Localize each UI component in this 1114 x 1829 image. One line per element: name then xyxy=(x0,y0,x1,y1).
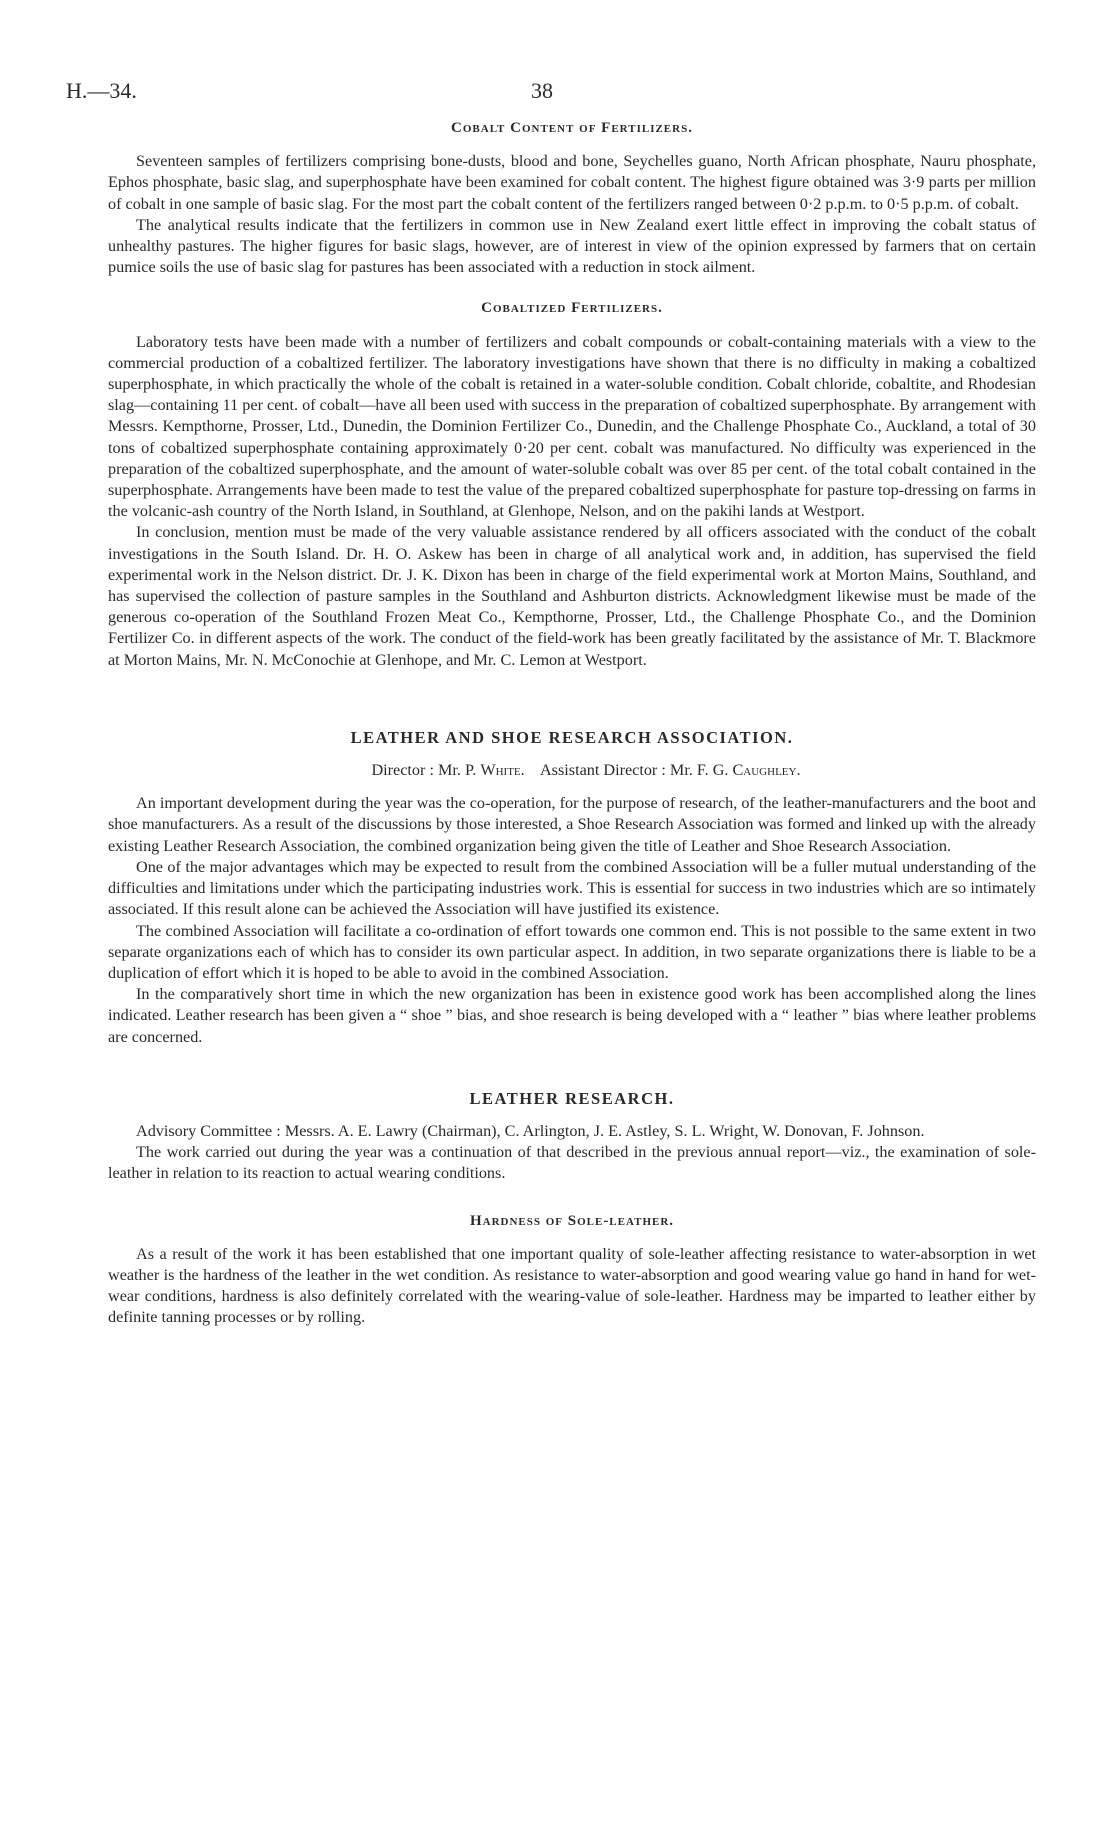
section-leather-and-shoe-research xyxy=(108,727,1036,1048)
paragraph: Seventeen samples of fertilizers comprising bone-dusts, blood and bone, Seychelles guano, North African phosphate, Nauru phosphate, Ephos phosphate, basic slag, and superphosphate have been examined for cobalt content. The highest figure obtained was 3·9 parts per million of cobalt in one sample of basic slag. For the most part the cobalt content of the fertilizers ranged between 0·2 p.p.m. to 0·5 p.p.m. of cobalt. xyxy=(108,152,1036,213)
director-surname: White xyxy=(480,761,521,780)
paragraph: The combined Association will facilitate a co-ordination of effort towards one common end. This is not possible to the same extent in two separate organizations each of which has to consider its own particular aspect. In addition, in two separate organizations there is liable to be a duplication of effort which it is hoped to be able to avoid in the combined Association. xyxy=(108,921,1036,982)
paragraph: One of the major advantages which may be expected to result from the combined Association will be a fuller mutual understanding of the difficulties and limitations under which the participating industries work. This is essential for success in two industries which are so intimately associated. If this result alone can be achieved the Association will have justified its existence. xyxy=(108,857,1036,919)
section-heading: LEATHER RESEARCH. xyxy=(469,1088,675,1108)
section-leather-research xyxy=(108,1088,1036,1185)
section-cobaltized-fertilizers xyxy=(108,298,1036,670)
section-hardness-of-sole-leather xyxy=(108,1211,1036,1329)
assistant-director-title: Mr. F. G. xyxy=(669,761,729,780)
paragraph: An important development during the year was the co-operation, for the purpose of research, of the leather-manufacturers and the boot and shoe manufacturers. As a result of the discussions by those interested, a Shoe Research Association was formed and linked up with the already existing Leather Research Association, the combined organization being given the title of Leather and Shoe Research Association. xyxy=(108,794,1036,855)
assistant-director-surname: Caughley xyxy=(732,761,797,780)
section-heading: Cobalt Content of Fertilizers. xyxy=(451,120,693,136)
section-cobalt-content xyxy=(108,118,1036,278)
paragraph: In conclusion, mention must be made of the very valuable assistance rendered by all officers associated with the conduct of the cobalt investigations in the South Island. Dr. H. O. Askew has been in charge of all analytical work and, in addition, has supervised the field experimental work in the Nelson district. Dr. J. K. Dixon has been in charge of the field experimental work at Morton Mains, Southland, and has supervised the collection of pasture samples in the Southland and Ashburton districts. Acknowledgment likewise must be made of the generous co-operation of the Southland Frozen Meat Co., Kempthorne, Prosser, Ltd., the Challenge Phosphate Co., and the Dominion Fertilizer Co. in different aspects of the work. The conduct of the field-work has been greatly facilitated by the assistance of Mr. T. Blackmore at Morton Mains, Mr. N. McConochie at Glenhope, and Mr. C. Lemon at Westport. xyxy=(108,523,1036,669)
section-heading: Hardness of Sole-leather. xyxy=(469,1212,675,1229)
director-title: Mr. P. xyxy=(438,761,477,780)
page-reference: H.—34. xyxy=(66,78,137,103)
running-header xyxy=(66,78,556,108)
paragraph: The work carried out during the year was a continuation of that described in the previous annual report—viz., the examination of sole-leather in relation to its reaction to actual wearing conditions. xyxy=(108,1143,1036,1183)
paragraph: In the comparatively short time in which the new organization has been in existence good work has been accomplished along the lines indicated. Leather research has been given a “ shoe ” bias, and shoe research is being developed with a “ leather ” bias where leather problems are concerned. xyxy=(108,985,1036,1046)
paragraph: The analytical results indicate that the fertilizers in common use in New Zealand exert little effect in improving the cobalt status of unhealthy pastures. The higher figures for basic slags, however, are of interest in view of the opinion expressed by farmers that on certain pumice soils the use of basic slag for pastures has been associated with a reduction in stock ailment. xyxy=(108,215,1036,277)
officers-line: Director : Mr. P. White. Assistant Director : Mr. F. G. Caughley. xyxy=(371,761,801,780)
director-label: Director : xyxy=(371,761,434,780)
body-text xyxy=(108,118,1036,1329)
paragraph: Advisory Committee : Messrs. A. E. Lawry (Chairman), C. Arlington, J. E. Astley, S. L. Wright, W. Donovan, F. Johnson. xyxy=(136,1121,925,1140)
paragraph: As a result of the work it has been established that one important quality of sole-leather affecting resistance to water-absorption in wet weather is the hardness of the leather in the wet condition. As resistance to water-absorption and good wearing value go hand in hand for wet-wear conditions, hardness is also definitely correlated with the wearing-value of sole-leather. Hardness may be imparted to leather either by definite tanning processes or by rolling. xyxy=(108,1244,1036,1327)
section-heading: Cobaltized Fertilizers. xyxy=(481,300,663,317)
paragraph: Laboratory tests have been made with a number of fertilizers and cobalt compounds or cobalt-containing materials with a view to the commercial production of a cobaltized fertilizer. The laboratory investigations have shown that there is no difficulty in making a cobaltized superphosphate, in which practically the whole of the cobalt is retained in a water-soluble condition. Cobalt chloride, cobaltite, and Rhodesian slag—containing 11 per cent. of cobalt—have all been used with success in the preparation of cobaltized superphosphate. By arrangement with Messrs. Kempthorne, Prosser, Ltd., Dunedin, the Dominion Fertilizer Co., Dunedin, and the Challenge Phosphate Co., Auckland, a total of 30 tons of cobaltized superphosphate containing approximately 0·20 per cent. cobalt was manufactured. No difficulty was experienced in the preparation of the cobaltized superphosphate, and the amount of water-soluble cobalt was over 85 per cent. of the total cobalt contained in the superphosphate. Arrangements have been made to test the value of the prepared cobaltized superphosphate for pasture top-dressing on farms in the volcanic-ash country of the North Island, in Southland, at Glenhope, Nelson, and on the pakihi lands at Westport. xyxy=(108,332,1036,521)
page-number: 38 xyxy=(531,78,553,103)
assistant-director-label: Assistant Director : xyxy=(539,761,666,780)
section-heading: LEATHER AND SHOE RESEARCH ASSOCIATION. xyxy=(350,727,794,747)
